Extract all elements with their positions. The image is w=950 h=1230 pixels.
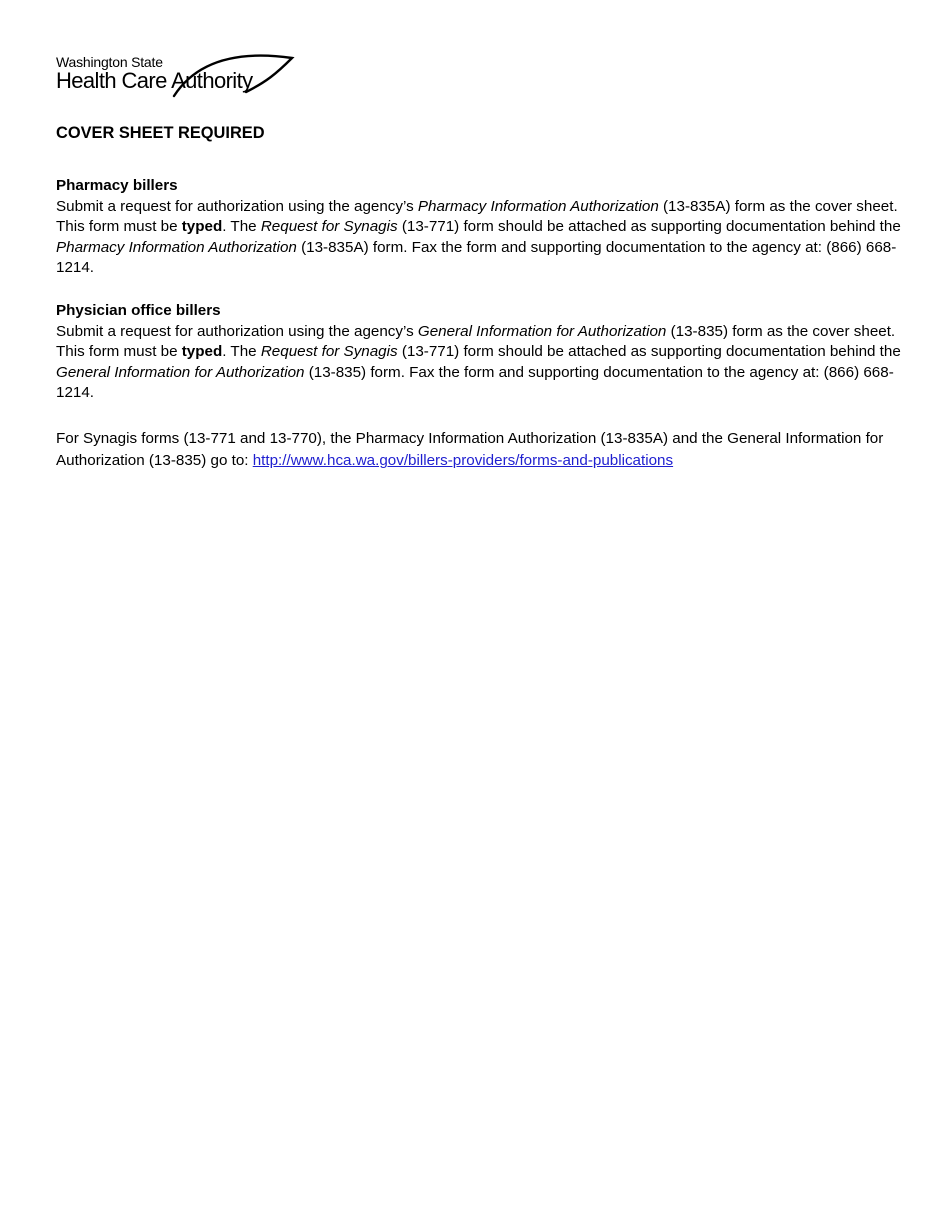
text-run: Submit a request for authorization using the agency’s	[56, 197, 418, 215]
section-physician-office-billers	[56, 301, 901, 404]
forms-and-publications-link[interactable]: http://www.hca.wa.gov/billers-providers/forms-and-publications	[252, 452, 674, 470]
emphasis-typed: typed	[181, 343, 223, 361]
emphasis-typed: typed	[181, 218, 223, 236]
form-name-italic: Request for Synagis	[260, 343, 398, 361]
forms-footer-paragraph	[56, 428, 901, 473]
section-heading: Physician office billers	[56, 301, 221, 319]
logo-line-washington-state: Washington State	[56, 54, 163, 70]
section-heading: Pharmacy billers	[56, 177, 178, 194]
text-run: Submit a request for authorization using the agency’s	[56, 322, 418, 340]
form-name-italic: General Information for Authorization	[417, 322, 667, 340]
footer-text: For Synagis forms (13-771 and 13-770), the Pharmacy Information Authorization (13-835A) and the General Information for Authorization (13-835) go to:	[56, 429, 884, 470]
section-paragraph	[56, 322, 901, 404]
text-run: (13-835A) form. Fax the form and supporting documentation to the agency at: (866) 668-1214.	[56, 238, 897, 277]
logo-swoosh-icon	[166, 52, 296, 98]
text-run: . The	[222, 343, 261, 361]
hca-logo	[56, 52, 296, 98]
logo-text-health-care: Health Care	[56, 68, 172, 93]
text-run: (13-771) form should be attached as supporting documentation behind the	[397, 218, 901, 236]
section-pharmacy-billers	[56, 176, 901, 279]
text-run: . The	[222, 218, 261, 236]
form-name-italic: Request for Synagis	[260, 218, 398, 236]
text-run: (13-771) form should be attached as supporting documentation behind the	[397, 343, 901, 361]
document-body	[56, 122, 901, 473]
form-name-italic: Pharmacy Information Authorization	[417, 197, 659, 215]
text-run: (13-835) form as the cover sheet. This form must be	[56, 322, 896, 361]
logo-text-authority: Authority	[171, 68, 253, 93]
section-paragraph	[56, 197, 901, 279]
page-title: COVER SHEET REQUIRED	[56, 124, 265, 142]
text-run: (13-835) form. Fax the form and supporting documentation to the agency at: (866) 668-1214.	[56, 363, 894, 402]
form-name-italic: Pharmacy Information Authorization	[56, 238, 297, 256]
form-name-italic: General Information for Authorization	[56, 363, 305, 381]
text-run: (13-835A) form as the cover sheet. This form must be	[56, 197, 898, 236]
